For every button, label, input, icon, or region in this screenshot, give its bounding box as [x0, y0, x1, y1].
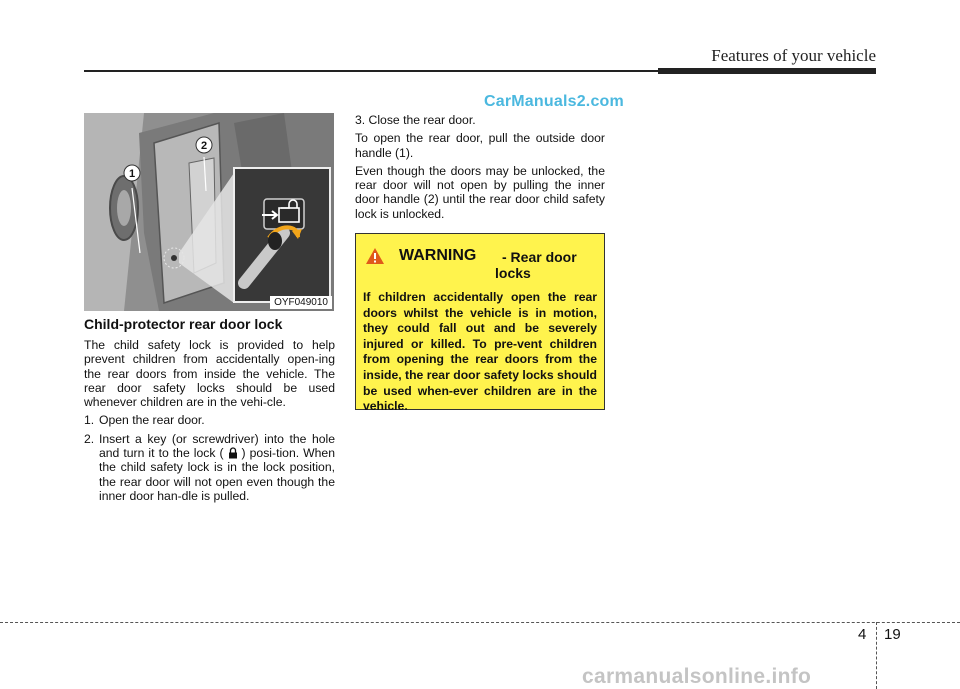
step-1 — [84, 413, 335, 427]
watermark-top[interactable]: CarManuals2.com — [484, 93, 624, 110]
warning-subtitle: - Rear door — [502, 249, 577, 265]
warning-box — [355, 233, 605, 414]
step-text-before: Insert a key (or screwdriver) into the hole and turn it to the lock ( — [99, 431, 335, 461]
step-number: 2. — [84, 431, 95, 446]
header-rule — [84, 70, 658, 72]
callout-2: 2 — [200, 140, 208, 152]
step-3: 3. Close the rear door. — [355, 113, 476, 127]
left-column — [84, 316, 335, 507]
section-intro: The child safety lock is provided to help prevent children from accidentally open-ing the rear doors from inside the vehicle. The rear door safety locks should be used whenever children are in the vehi-cle. — [84, 338, 335, 410]
section-title: Child-protector rear door lock — [84, 316, 283, 332]
step-text-after: ) posi-tion. When the child safety lock is in the lock position, the rear door will not open even though the inner door han-dle is pulled. — [99, 446, 335, 503]
page-number: 19 — [884, 626, 901, 643]
warning-label: WARNING — [399, 247, 477, 264]
footer-rule — [0, 622, 960, 623]
step-2 — [84, 432, 335, 503]
watermark-bottom[interactable]: carmanualsonline.info — [582, 665, 812, 688]
step-text — [99, 432, 335, 503]
warning-header — [363, 244, 597, 290]
warning-subtitle-line2: locks — [495, 265, 531, 281]
step-number: 1. — [84, 413, 95, 428]
callout-1: 1 — [128, 168, 136, 180]
car-door-drawing — [84, 113, 334, 311]
chapter-header-title: Features of your vehicle — [711, 46, 876, 65]
open-door-paragraph: To open the rear door, pull the outside door handle (1). — [355, 131, 605, 160]
warning-triangle-icon — [365, 247, 385, 265]
right-column — [355, 113, 605, 225]
header-rule-accent — [658, 68, 876, 74]
unlock-paragraph: Even though the doors may be unlocked, the rear door will not open by pulling the inner door handle (2) until the rear door child safety lock is unlocked. — [355, 163, 605, 221]
warning-text: If children accidentally open the rear doors whilst the vehicle is in motion, they could fall out and be severely injured or killed. To pre-vent children from opening the rear doors from the inside, the rear door safety locks should be used when-ever children are in the vehicle. — [363, 290, 597, 414]
figure-code: OYF049010 — [270, 296, 332, 309]
page-separator — [876, 622, 877, 689]
chapter-number: 4 — [858, 626, 867, 643]
door-lock-illustration — [84, 113, 334, 311]
lock-icon — [227, 447, 239, 459]
step-text: Open the rear door. — [99, 413, 205, 428]
